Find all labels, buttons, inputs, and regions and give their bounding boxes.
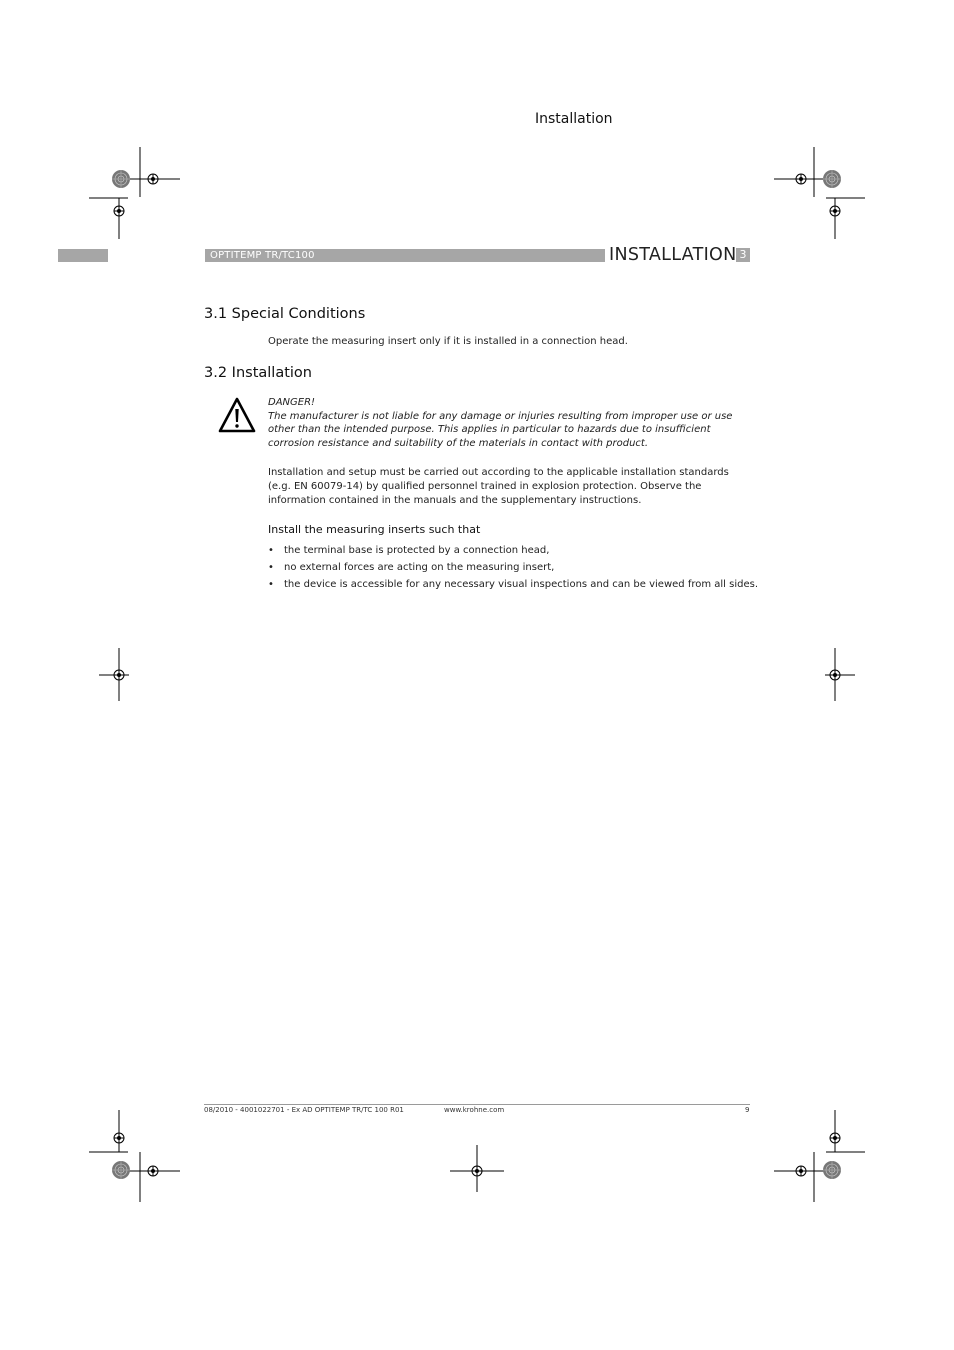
special-conditions-text: Operate the measuring insert only if it is installed in a connection head. bbox=[268, 336, 628, 347]
header-chapter-number: 3 bbox=[736, 248, 750, 262]
danger-text-line: corrosion resistance and suitability of the materials in contact with product. bbox=[268, 437, 649, 449]
list-item: • the terminal base is protected by a connection head, bbox=[268, 542, 768, 559]
installation-paragraph: Installation and setup must be carried out according to the applicable installation standards (e.g. EN 60079-14) by qualified personnel trained in explosion protection. Observe the information contained in the manuals and the supplementary instructions. bbox=[268, 467, 729, 506]
header-section-title: INSTALLATION bbox=[609, 245, 737, 265]
danger-title: DANGER! bbox=[268, 397, 316, 408]
danger-text-line: other than the intended purpose. This applies in particular to hazards due to insufficient bbox=[268, 424, 711, 435]
footer-page-number: 9 bbox=[745, 1106, 750, 1114]
warning-triangle-icon bbox=[218, 396, 256, 434]
header-product-name: OPTITEMP TR/TC100 bbox=[210, 250, 315, 261]
install-subheading: Install the measuring inserts such that bbox=[268, 523, 481, 536]
list-item: • no external forces are acting on the measuring insert, bbox=[268, 559, 768, 576]
danger-text-line: The manufacturer is not liable for any damage or injuries resulting from improper use or use bbox=[268, 410, 733, 422]
install-bullet-list bbox=[268, 542, 768, 593]
section-heading-special-conditions: 3.1 Special Conditions bbox=[204, 306, 366, 322]
section-heading-installation: 3.2 Installation bbox=[204, 365, 312, 381]
footer-rule bbox=[204, 1104, 750, 1105]
footer-website-link[interactable]: www.krohne.com bbox=[444, 1106, 505, 1114]
page-top-title: Installation bbox=[535, 111, 613, 127]
danger-notice bbox=[268, 396, 753, 450]
header-bar-left bbox=[58, 249, 108, 262]
list-item: • the device is accessible for any necessary visual inspections and can be viewed from all sides. bbox=[268, 576, 768, 593]
footer-document-id: 08/2010 - 4001022701 - Ex AD OPTITEMP TR/TC 100 R01 bbox=[204, 1106, 404, 1114]
